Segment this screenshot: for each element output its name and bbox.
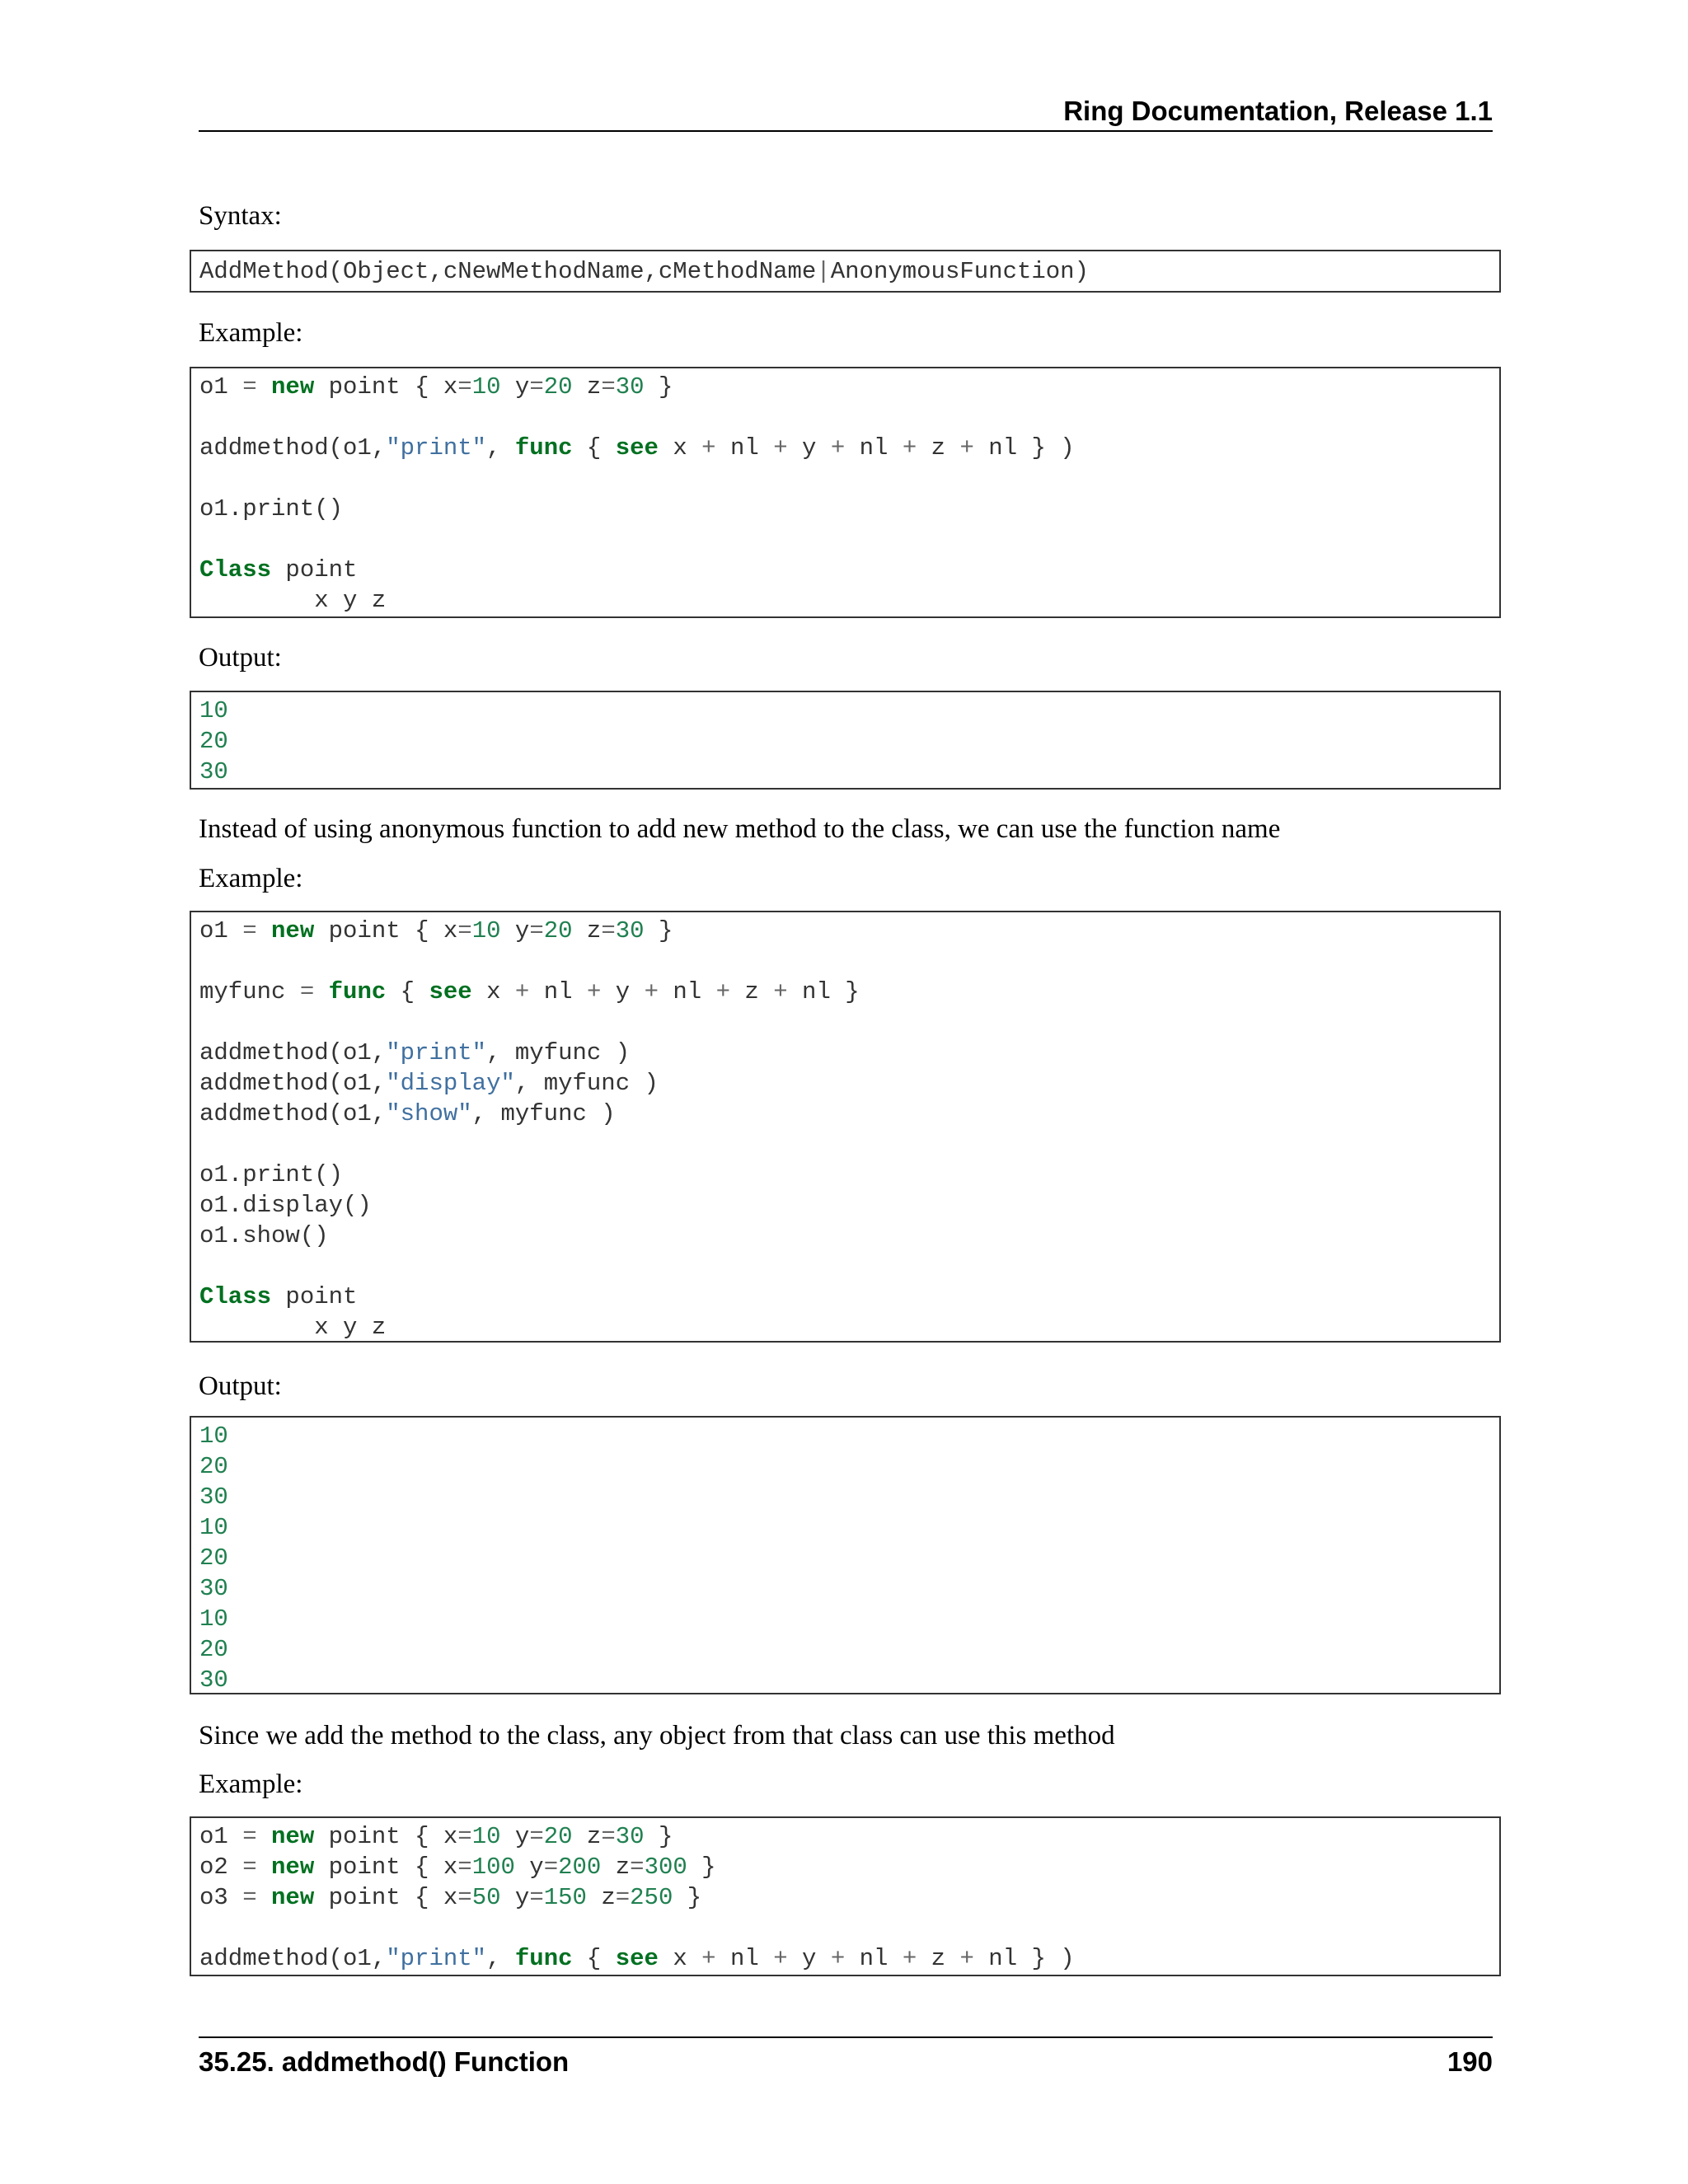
header-title: Ring Documentation, Release 1.1 [1063,96,1493,126]
code-line: 20 [199,728,228,755]
code-line: x y z [199,1314,387,1341]
code-line [199,946,1491,977]
code-line: Class point [199,556,358,583]
code-line: addmethod(o1,"print", myfunc ) [199,1039,631,1066]
output1-label: Output: [199,643,282,673]
example3-code-block [190,1816,1501,1976]
example3-label: Example: [199,1769,303,1799]
code-line: 30 [199,758,228,785]
explanation-text-1: Instead of using anonymous function to add new method to the class, we can use the function name [199,814,1281,844]
page-footer [199,2036,1493,2081]
output2-label: Output: [199,1371,282,1401]
output1-code-block [190,691,1501,790]
code-line: 30 [199,1575,228,1602]
code-line [199,1007,1491,1038]
code-line: 10 [199,1514,228,1541]
code-line [199,1913,1491,1943]
code-line: addmethod(o1,"print", func { see x + nl + y + nl + z + nl } ) [199,1945,1075,1972]
code-line: o1.print() [199,1161,344,1188]
example2-label: Example: [199,864,303,893]
code-line: o3 = new point { x=50 y=150 z=250 } [199,1884,702,1911]
code-line: o1 = new point { x=10 y=20 z=30 } [199,373,673,401]
code-line [199,524,1491,555]
code-line: o1.display() [199,1192,372,1219]
code-line: x y z [199,587,387,614]
code-line: Class point [199,1283,358,1310]
explanation-text-2: Since we add the method to the class, any object from that class can use this method [199,1721,1115,1750]
code-line: 10 [199,1422,228,1450]
code-line: o1 = new point { x=10 y=20 z=30 } [199,1823,673,1850]
code-line [199,463,1491,494]
code-line: addmethod(o1,"display", myfunc ) [199,1070,659,1097]
code-line: 20 [199,1636,228,1663]
code-line: 20 [199,1544,228,1572]
code-line: 10 [199,1605,228,1633]
code-line: 30 [199,1483,228,1511]
code-line: o1.show() [199,1222,329,1249]
page-header [199,92,1493,132]
output2-code-block [190,1416,1501,1694]
code-line [199,402,1491,433]
syntax-label: Syntax: [199,201,282,231]
code-line [199,1129,1491,1160]
code-line: AddMethod(Object,cNewMethodName,cMethodName|AnonymousFunction) [199,258,1089,285]
code-line: addmethod(o1,"show", myfunc ) [199,1100,616,1127]
code-line [199,1251,1491,1282]
code-line: 20 [199,1453,228,1480]
footer-section-title: 35.25. addmethod() Function [199,2046,570,2077]
code-line: o1.print() [199,495,344,523]
syntax-code-block [190,250,1501,293]
code-line: myfunc = func { see x + nl + y + nl + z + nl } [199,978,860,1005]
code-line: addmethod(o1,"print", func { see x + nl + y + nl + z + nl } ) [199,434,1075,462]
page-number: 190 [1447,2046,1493,2077]
example1-label: Example: [199,318,303,348]
code-line: o2 = new point { x=100 y=200 z=300 } [199,1854,716,1881]
example2-code-block [190,911,1501,1343]
code-line: 10 [199,697,228,724]
code-line: o1 = new point { x=10 y=20 z=30 } [199,917,673,944]
example1-code-block [190,367,1501,618]
code-line: 30 [199,1666,228,1694]
